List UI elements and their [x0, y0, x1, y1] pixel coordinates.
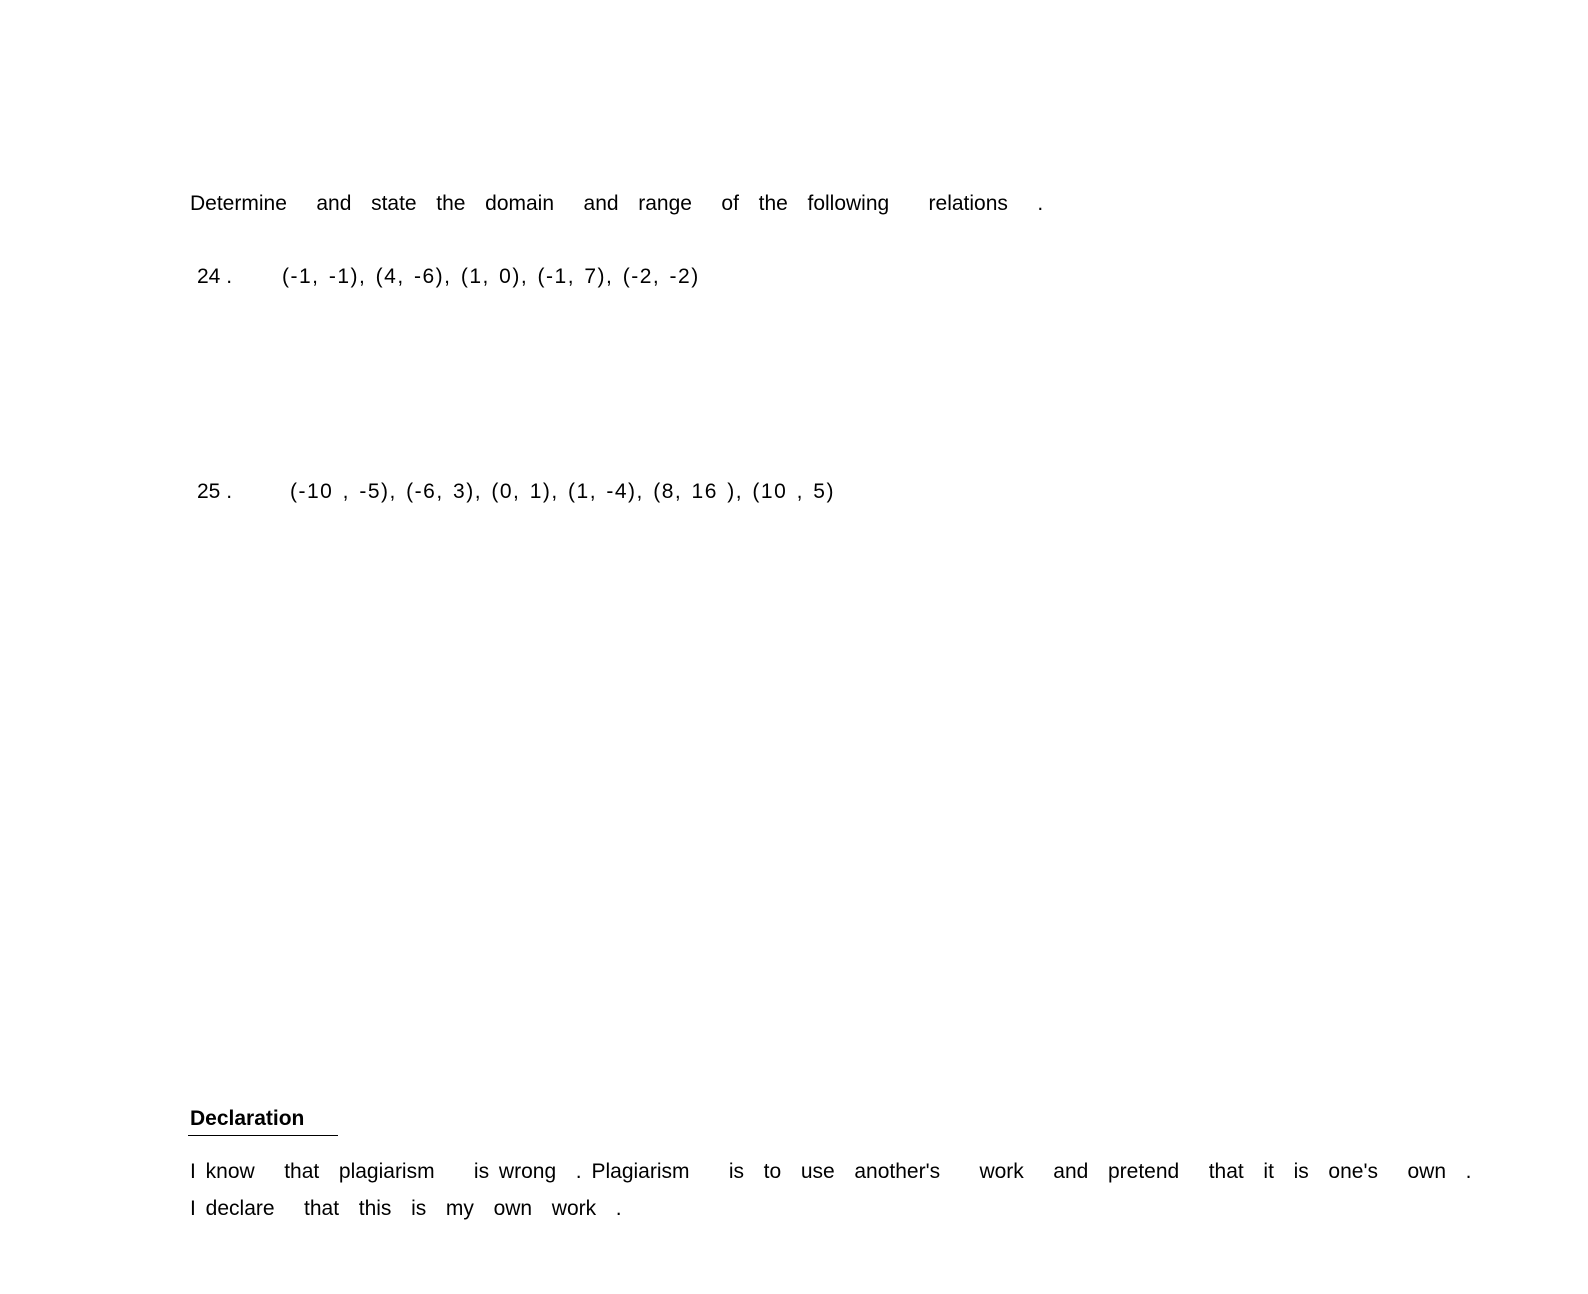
relation-pairs: (-10 , -5), (-6, 3), (0, 1), (1, -4), (8, 16 ), (10 , 5)	[290, 480, 835, 503]
relation-pairs: (-1, -1), (4, -6), (1, 0), (-1, 7), (-2, -2)	[282, 265, 700, 288]
question-number: 25 .	[197, 480, 233, 503]
instruction-text: Determine and state the domain and range of the following relations .	[190, 192, 1044, 215]
declaration-text-line-1: I know that plagiarism is wrong . Plagiarism is to use another's work and pretend that it is one's own .	[190, 1160, 1472, 1183]
question-number: 24 .	[197, 265, 233, 288]
declaration-heading: Declaration	[190, 1107, 305, 1130]
declaration-text-line-2: I declare that this is my own work .	[190, 1197, 622, 1220]
declaration-underline	[188, 1135, 338, 1136]
